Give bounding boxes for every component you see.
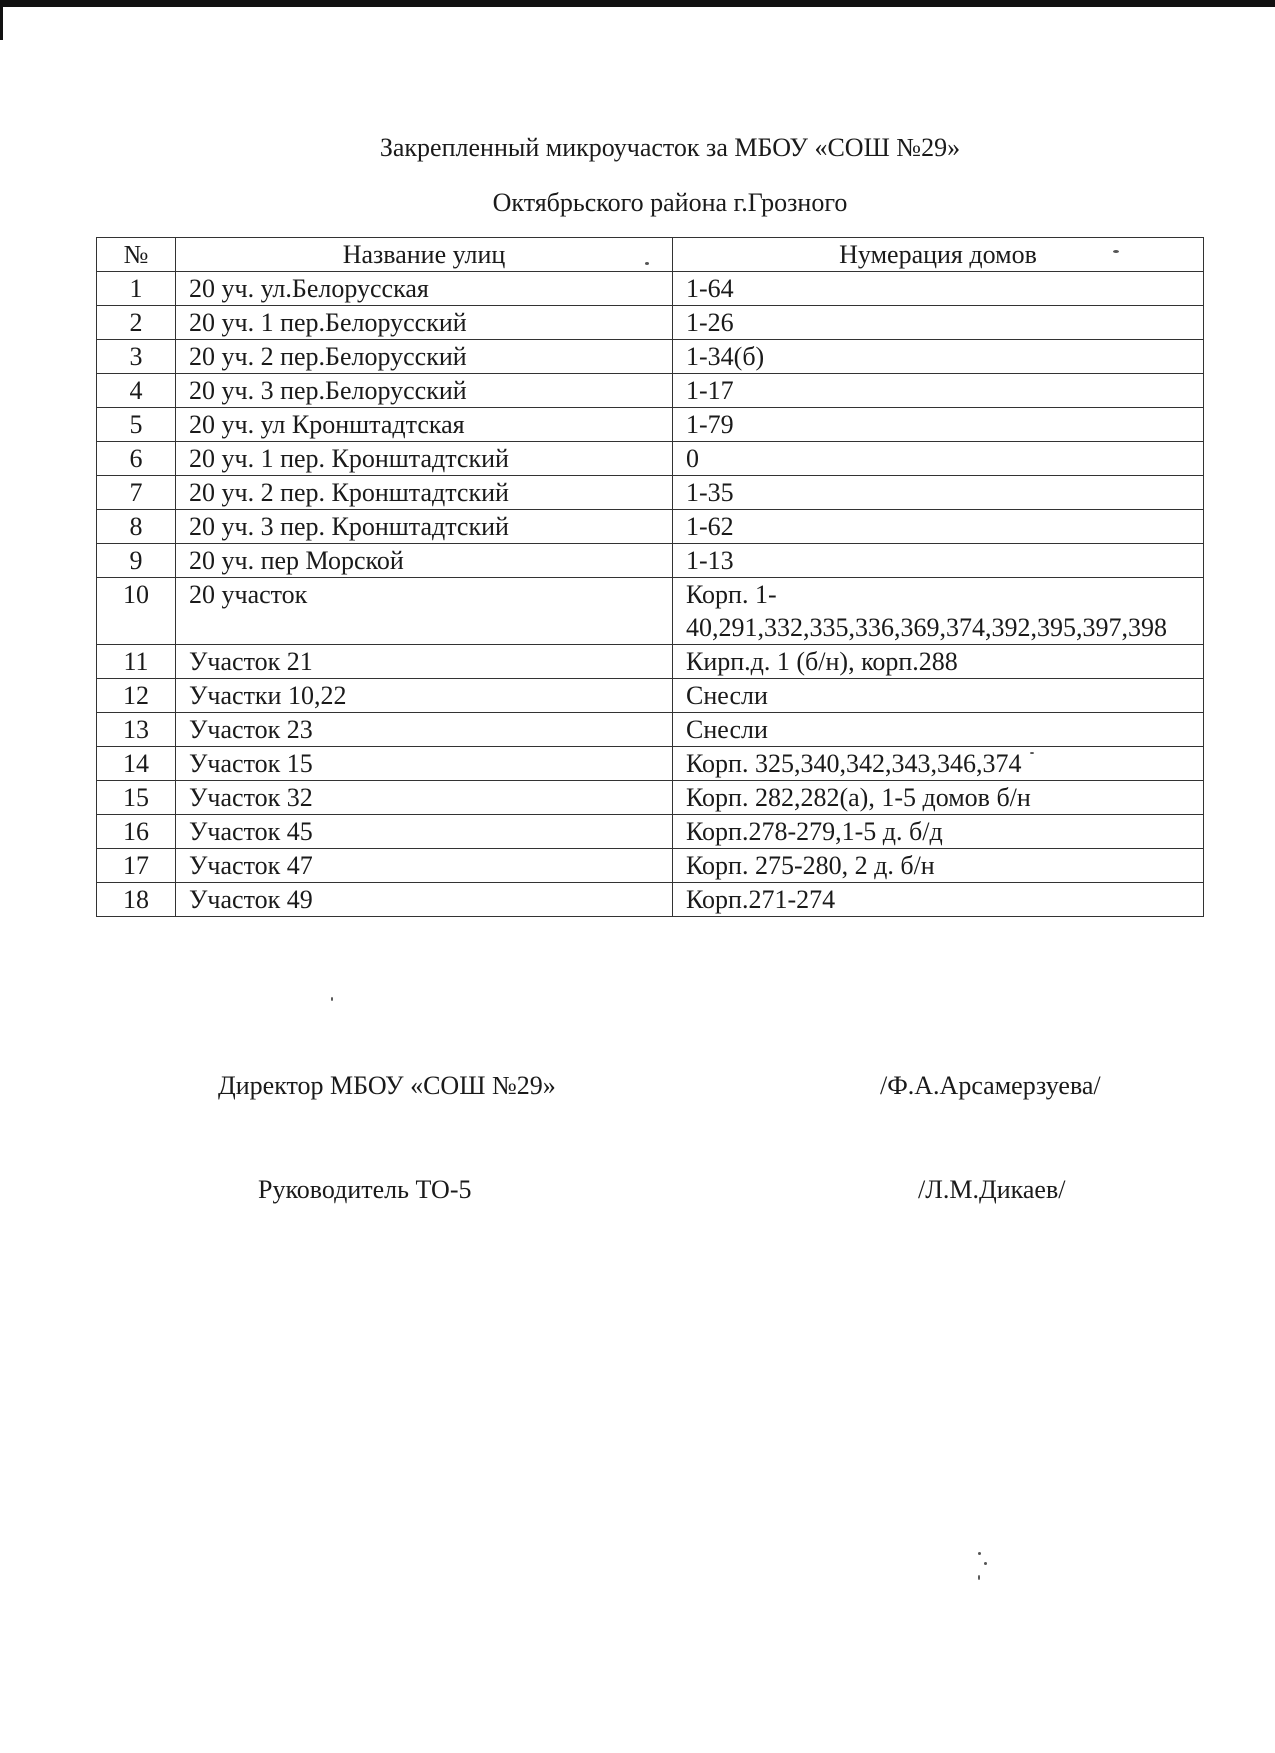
table-row xyxy=(97,408,1204,442)
row-number-cell: 16 xyxy=(97,815,176,849)
row-number-cell: 2 xyxy=(97,306,176,340)
row-number-cell: 18 xyxy=(97,883,176,917)
head-role: Руководитель ТО-5 xyxy=(258,1175,472,1204)
row-number-cell: 1 xyxy=(97,272,176,306)
street-name-cell: 20 уч. пер Морской xyxy=(176,544,673,578)
street-name-cell: 20 участок xyxy=(176,578,673,645)
street-name-cell: 20 уч. ул Кронштадтская xyxy=(176,408,673,442)
row-number-cell: 3 xyxy=(97,340,176,374)
house-numbers-cell: 1-17 xyxy=(673,374,1204,408)
row-number-cell: 9 xyxy=(97,544,176,578)
table-row xyxy=(97,272,1204,306)
house-numbers-cell: 1-26 xyxy=(673,306,1204,340)
row-number-cell: 17 xyxy=(97,849,176,883)
street-name-cell: Участок 23 xyxy=(176,713,673,747)
table-row xyxy=(97,883,1204,917)
table-row xyxy=(97,747,1204,781)
row-number-cell: 15 xyxy=(97,781,176,815)
street-name-cell: 20 уч. 3 пер.Белорусский xyxy=(176,374,673,408)
row-number-cell: 6 xyxy=(97,442,176,476)
house-numbers-cell: Корп.271-274 xyxy=(673,883,1204,917)
table-row xyxy=(97,849,1204,883)
document-title: Закрепленный микроучасток за МБОУ «СОШ №29» xyxy=(379,133,961,162)
street-name-cell: 20 уч. 3 пер. Кронштадтский xyxy=(176,510,673,544)
house-numbers-cell: 1-79 xyxy=(673,408,1204,442)
house-numbers-cell: 1-34(б) xyxy=(673,340,1204,374)
scan-speck xyxy=(978,1575,980,1580)
table-row xyxy=(97,442,1204,476)
table-row xyxy=(97,476,1204,510)
scan-speck xyxy=(645,262,649,265)
house-numbers-cell: Кирп.д. 1 (б/н), корп.288 xyxy=(673,645,1204,679)
row-number-cell: 5 xyxy=(97,408,176,442)
table-row xyxy=(97,306,1204,340)
document-subtitle: Октябрьского района г.Грозного xyxy=(492,188,848,217)
table-row xyxy=(97,713,1204,747)
street-name-cell: 20 уч. 1 пер.Белорусский xyxy=(176,306,673,340)
house-numbers-cell: 1-64 xyxy=(673,272,1204,306)
table-row xyxy=(97,781,1204,815)
street-name-cell: 20 уч. 1 пер. Кронштадтский xyxy=(176,442,673,476)
street-name-cell: Участки 10,22 xyxy=(176,679,673,713)
house-numbers-cell: Корп. 275-280, 2 д. б/н xyxy=(673,849,1204,883)
house-numbers-cell: Корп. 325,340,342,343,346,374 xyxy=(673,747,1204,781)
street-name-cell: 20 уч. ул.Белорусская xyxy=(176,272,673,306)
streets-table-container xyxy=(96,237,1203,917)
house-numbers-cell: Снесли xyxy=(673,679,1204,713)
scan-speck xyxy=(331,997,333,1001)
house-numbers-cell: Снесли xyxy=(673,713,1204,747)
house-numbers-cell: 1-35 xyxy=(673,476,1204,510)
street-name-cell: Участок 49 xyxy=(176,883,673,917)
row-number-cell: 12 xyxy=(97,679,176,713)
scan-speck xyxy=(978,1552,981,1555)
street-name-cell: 20 уч. 2 пер. Кронштадтский xyxy=(176,476,673,510)
head-name: /Л.М.Дикаев/ xyxy=(918,1175,1066,1204)
scan-edge-left xyxy=(0,0,3,40)
table-row xyxy=(97,340,1204,374)
house-numbers-cell: 0 xyxy=(673,442,1204,476)
table-row xyxy=(97,374,1204,408)
house-numbers-cell: Корп.278-279,1-5 д. б/д xyxy=(673,815,1204,849)
row-number-cell: 10 xyxy=(97,578,176,645)
house-numbers-cell: 1-13 xyxy=(673,544,1204,578)
table-row xyxy=(97,544,1204,578)
row-number-cell: 8 xyxy=(97,510,176,544)
table-body xyxy=(97,272,1204,917)
header-number: № xyxy=(97,238,176,272)
street-name-cell: Участок 47 xyxy=(176,849,673,883)
scan-speck xyxy=(984,1562,987,1565)
row-number-cell: 14 xyxy=(97,747,176,781)
director-name: /Ф.А.Арсамерзуева/ xyxy=(880,1071,1101,1100)
scan-speck xyxy=(1113,250,1119,253)
street-name-cell: Участок 45 xyxy=(176,815,673,849)
house-numbers-cell: Корп. 1-40,291,332,335,336,369,374,392,395,397,398 xyxy=(673,578,1204,645)
table-header-row xyxy=(97,238,1204,272)
table-row xyxy=(97,645,1204,679)
house-numbers-cell: 1-62 xyxy=(673,510,1204,544)
table-row xyxy=(97,578,1204,645)
street-name-cell: Участок 32 xyxy=(176,781,673,815)
streets-table xyxy=(96,237,1204,917)
house-numbers-cell: Корп. 282,282(а), 1-5 домов б/н xyxy=(673,781,1204,815)
row-number-cell: 4 xyxy=(97,374,176,408)
street-name-cell: 20 уч. 2 пер.Белорусский xyxy=(176,340,673,374)
street-name-cell: Участок 15 xyxy=(176,747,673,781)
street-name-cell: Участок 21 xyxy=(176,645,673,679)
table-row xyxy=(97,815,1204,849)
table-row xyxy=(97,510,1204,544)
row-number-cell: 13 xyxy=(97,713,176,747)
row-number-cell: 7 xyxy=(97,476,176,510)
header-house-numbers: Нумерация домов xyxy=(673,238,1204,272)
scan-speck xyxy=(1030,752,1034,754)
header-street-name: Название улиц xyxy=(176,238,673,272)
table-row xyxy=(97,679,1204,713)
row-number-cell: 11 xyxy=(97,645,176,679)
scan-edge-top xyxy=(0,0,1275,7)
director-role: Директор МБОУ «СОШ №29» xyxy=(218,1071,556,1100)
